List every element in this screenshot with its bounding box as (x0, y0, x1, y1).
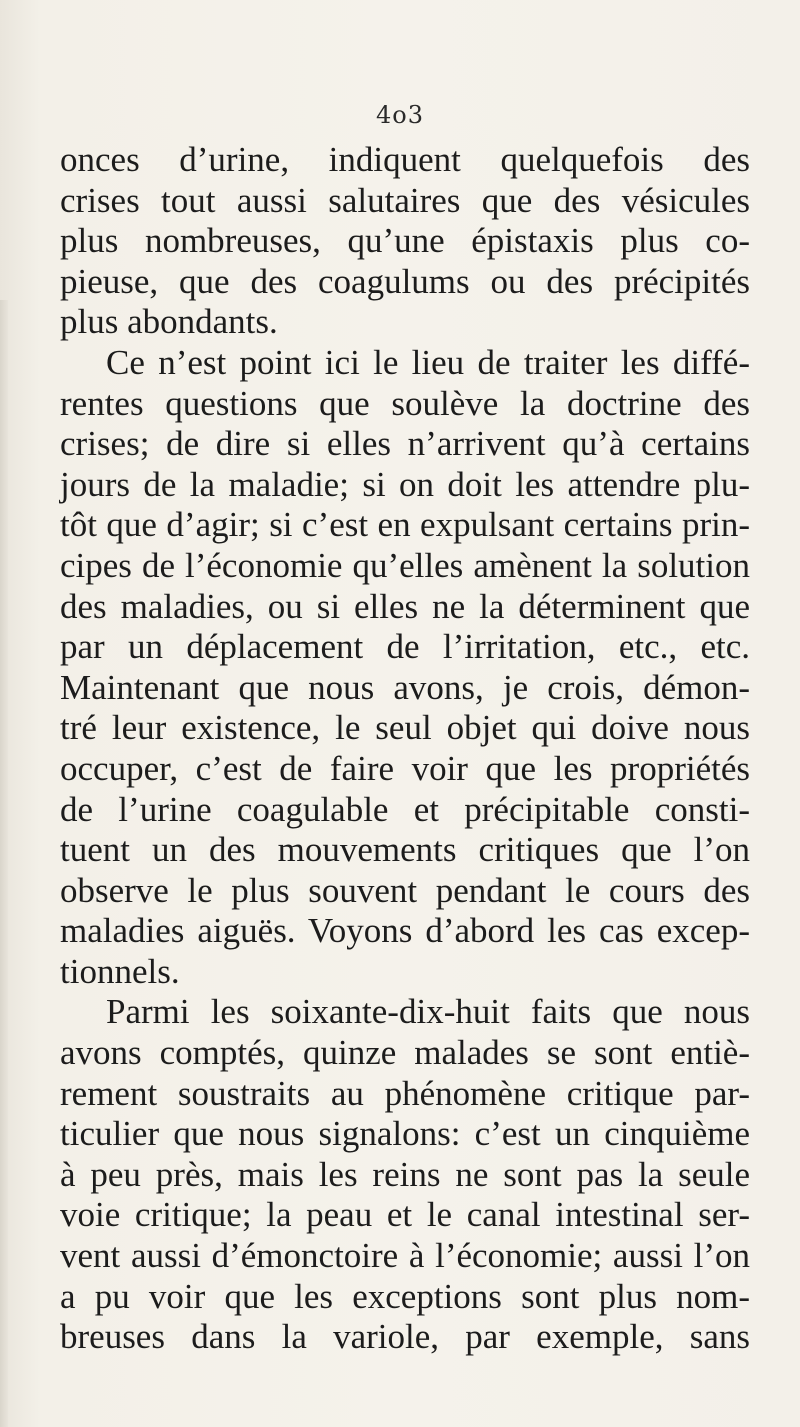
text-line: rentes questions que soulève la doctrine des (60, 383, 750, 423)
text-line: tionnels. (60, 951, 180, 991)
text-line: vent aussi d’émonctoire à l’économie; aussi l’on (60, 1236, 750, 1276)
text-line: crises tout aussi salutaires que des vésicules (60, 180, 750, 220)
text-line: crises; de dire si elles n’arrivent qu’à certains (60, 424, 750, 464)
text-line: tré leur existence, le seul objet qui doive nous (60, 708, 750, 748)
text-line: onces d’urine, indiquent quelquefois des (60, 140, 750, 179)
text-line: jours de la maladie; si on doit les attendre plu- (60, 464, 750, 504)
page-gutter-shadow (0, 300, 8, 1427)
text-line: de l’urine coagulable et précipitable consti- (60, 789, 750, 829)
text-line: observe le plus souvent pendant le cours des (60, 870, 750, 910)
text-line: breuses dans la variole, par exemple, sans (60, 1317, 750, 1357)
text-line: ticulier que nous signalons: c’est un cinquième (60, 1114, 750, 1154)
text-line: cipes de l’économie qu’elles amènent la solution (60, 545, 750, 585)
text-line: à peu près, mais les reins ne sont pas la seule (60, 1154, 750, 1194)
page-number: 4o3 (376, 101, 424, 129)
text-line: rement soustraits au phénomène critique par- (60, 1073, 750, 1113)
body-text (60, 140, 750, 1358)
text-line: plus nombreuses, qu’une épistaxis plus co- (60, 221, 750, 261)
text-line: tuent un des mouvements critiques que l’on (60, 830, 750, 870)
text-line: avons comptés, quinze malades se sont entiè- (60, 1033, 750, 1073)
text-line: pieuse, que des coagulums ou des précipités (60, 261, 750, 301)
text-line: a pu voir que les exceptions sont plus nom- (60, 1276, 750, 1316)
text-line: par un déplacement de l’irritation, etc., etc. (60, 627, 750, 667)
text-line: des maladies, ou si elles ne la déterminent que (60, 586, 750, 626)
text-line: maladies aiguës. Voyons d’abord les cas excep- (60, 911, 750, 951)
text-line: plus abondants. (60, 302, 278, 342)
text-line: Ce n’est point ici le lieu de traiter les diffé- (106, 342, 750, 382)
text-line: tôt que d’agir; si c’est en expulsant certains prin- (60, 505, 750, 545)
text-line: occuper, c’est de faire voir que les propriétés (60, 748, 750, 788)
text-line: Maintenant que nous avons, je crois, démon- (60, 667, 750, 707)
text-line: Parmi les soixante-dix-huit faits que nous (106, 992, 750, 1032)
text-line: voie critique; la peau et le canal intestinal ser- (60, 1195, 750, 1235)
